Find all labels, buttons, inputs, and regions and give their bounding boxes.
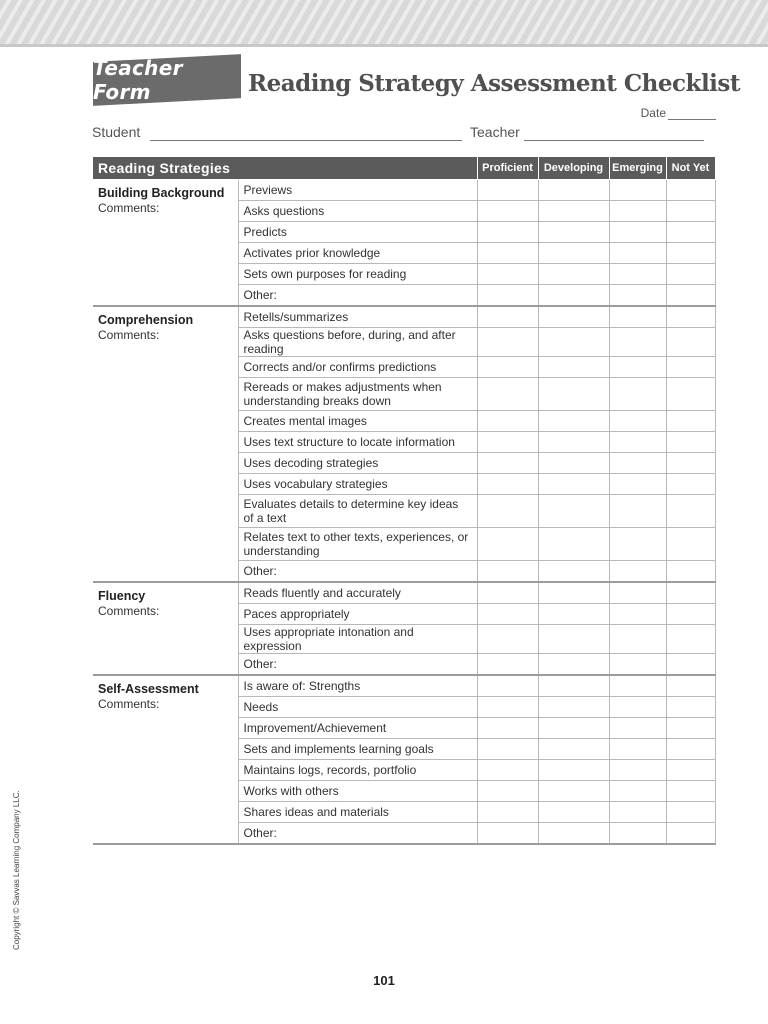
developing-checkbox-cell[interactable] <box>538 474 609 495</box>
developing-checkbox-cell[interactable] <box>538 357 609 378</box>
emerging-header: Emerging <box>609 157 666 180</box>
not-yet-checkbox-cell[interactable] <box>666 718 715 739</box>
not-yet-checkbox-cell[interactable] <box>666 285 715 307</box>
proficient-checkbox-cell[interactable] <box>477 528 538 561</box>
teacher-name-field[interactable] <box>524 140 704 141</box>
developing-checkbox-cell[interactable] <box>538 675 609 697</box>
strategy-item: Shares ideas and materials <box>238 802 477 823</box>
proficient-header: Proficient <box>477 157 538 180</box>
emerging-checkbox-cell[interactable] <box>609 561 666 583</box>
proficient-checkbox-cell[interactable] <box>477 285 538 307</box>
comments-label: Comments: <box>98 328 160 342</box>
strategy-item: Other: <box>238 823 477 845</box>
developing-checkbox-cell[interactable] <box>538 411 609 432</box>
page-title: Reading Strategy Assessment Checklist <box>248 70 740 97</box>
strategy-item: Maintains logs, records, portfolio <box>238 760 477 781</box>
emerging-checkbox-cell[interactable] <box>609 432 666 453</box>
not-yet-checkbox-cell[interactable] <box>666 739 715 760</box>
strategy-item: Evaluates details to determine key ideas of a text <box>238 495 477 528</box>
emerging-checkbox-cell[interactable] <box>609 823 666 845</box>
not-yet-checkbox-cell[interactable] <box>666 625 715 654</box>
emerging-checkbox-cell[interactable] <box>609 718 666 739</box>
proficient-checkbox-cell[interactable] <box>477 760 538 781</box>
not-yet-checkbox-cell[interactable] <box>666 823 715 845</box>
proficient-checkbox-cell[interactable] <box>477 201 538 222</box>
teacher-form-badge-label: Teacher Form <box>93 56 183 104</box>
strategy-item: Sets own purposes for reading <box>238 264 477 285</box>
emerging-checkbox-cell[interactable] <box>609 453 666 474</box>
section-name: Fluency <box>98 589 146 603</box>
developing-checkbox-cell[interactable] <box>538 222 609 243</box>
strategy-item: Asks questions <box>238 201 477 222</box>
proficient-checkbox-cell[interactable] <box>477 357 538 378</box>
emerging-checkbox-cell[interactable] <box>609 378 666 411</box>
emerging-checkbox-cell[interactable] <box>609 802 666 823</box>
strategy-item: Needs <box>238 697 477 718</box>
developing-checkbox-cell[interactable] <box>538 243 609 264</box>
developing-checkbox-cell[interactable] <box>538 432 609 453</box>
emerging-checkbox-cell[interactable] <box>609 582 666 604</box>
table-header-row <box>93 157 715 180</box>
emerging-checkbox-cell[interactable] <box>609 264 666 285</box>
strategy-item: Paces appropriately <box>238 604 477 625</box>
not-yet-checkbox-cell[interactable] <box>666 697 715 718</box>
not-yet-checkbox-cell[interactable] <box>666 357 715 378</box>
table-row <box>93 180 715 201</box>
section-name: Comprehension <box>98 313 194 327</box>
not-yet-checkbox-cell[interactable] <box>666 802 715 823</box>
not-yet-checkbox-cell[interactable] <box>666 222 715 243</box>
emerging-checkbox-cell[interactable] <box>609 760 666 781</box>
emerging-checkbox-cell[interactable] <box>609 625 666 654</box>
not-yet-checkbox-cell[interactable] <box>666 264 715 285</box>
strategy-item: Rereads or makes adjustments when understanding breaks down <box>238 378 477 411</box>
date-label: Date <box>640 106 666 120</box>
strategy-item: Corrects and/or confirms predictions <box>238 357 477 378</box>
emerging-checkbox-cell[interactable] <box>609 180 666 201</box>
emerging-checkbox-cell[interactable] <box>609 604 666 625</box>
emerging-checkbox-cell[interactable] <box>609 739 666 760</box>
student-name-field[interactable] <box>150 140 462 141</box>
section-self-assessment <box>93 675 238 844</box>
emerging-checkbox-cell[interactable] <box>609 654 666 676</box>
copyright-notice: Copyright © Savvas Learning Company LLC. <box>12 790 21 950</box>
proficient-checkbox-cell[interactable] <box>477 180 538 201</box>
developing-checkbox-cell[interactable] <box>538 495 609 528</box>
developing-checkbox-cell[interactable] <box>538 625 609 654</box>
section-name: Building Background <box>98 186 225 200</box>
strategy-item: Relates text to other texts, experiences, or understanding <box>238 528 477 561</box>
not-yet-checkbox-cell[interactable] <box>666 654 715 676</box>
developing-checkbox-cell[interactable] <box>538 180 609 201</box>
assessment-checklist-table <box>93 156 716 845</box>
not-yet-checkbox-cell[interactable] <box>666 582 715 604</box>
developing-checkbox-cell[interactable] <box>538 802 609 823</box>
developing-checkbox-cell[interactable] <box>538 781 609 802</box>
student-label: Student <box>92 124 141 140</box>
emerging-checkbox-cell[interactable] <box>609 675 666 697</box>
name-row <box>92 124 714 144</box>
proficient-checkbox-cell[interactable] <box>477 432 538 453</box>
proficient-checkbox-cell[interactable] <box>477 328 538 357</box>
proficient-checkbox-cell[interactable] <box>477 781 538 802</box>
section-name: Self-Assessment <box>98 682 199 696</box>
section-building-background <box>93 180 238 307</box>
not-yet-checkbox-cell[interactable] <box>666 604 715 625</box>
strategy-item: Activates prior knowledge <box>238 243 477 264</box>
emerging-checkbox-cell[interactable] <box>609 411 666 432</box>
proficient-checkbox-cell[interactable] <box>477 675 538 697</box>
not-yet-checkbox-cell[interactable] <box>666 453 715 474</box>
proficient-checkbox-cell[interactable] <box>477 243 538 264</box>
developing-checkbox-cell[interactable] <box>538 285 609 307</box>
strategy-item: Predicts <box>238 222 477 243</box>
not-yet-checkbox-cell[interactable] <box>666 243 715 264</box>
not-yet-checkbox-cell[interactable] <box>666 474 715 495</box>
strategy-item: Uses decoding strategies <box>238 453 477 474</box>
developing-checkbox-cell[interactable] <box>538 718 609 739</box>
not-yet-checkbox-cell[interactable] <box>666 201 715 222</box>
emerging-checkbox-cell[interactable] <box>609 243 666 264</box>
emerging-checkbox-cell[interactable] <box>609 328 666 357</box>
developing-checkbox-cell[interactable] <box>538 328 609 357</box>
teacher-form-badge <box>93 54 241 106</box>
strategy-item: Other: <box>238 561 477 583</box>
proficient-checkbox-cell[interactable] <box>477 739 538 760</box>
strategy-item: Improvement/Achievement <box>238 718 477 739</box>
strategy-item: Previews <box>238 180 477 201</box>
not-yet-checkbox-cell[interactable] <box>666 675 715 697</box>
checklist-body <box>93 180 715 845</box>
emerging-checkbox-cell[interactable] <box>609 495 666 528</box>
comments-label: Comments: <box>98 604 160 618</box>
developing-checkbox-cell[interactable] <box>538 561 609 583</box>
developing-checkbox-cell[interactable] <box>538 528 609 561</box>
not-yet-checkbox-cell[interactable] <box>666 411 715 432</box>
section-fluency <box>93 582 238 675</box>
proficient-checkbox-cell[interactable] <box>477 453 538 474</box>
proficient-checkbox-cell[interactable] <box>477 654 538 676</box>
not-yet-checkbox-cell[interactable] <box>666 760 715 781</box>
page-number: 101 <box>373 973 395 988</box>
proficient-checkbox-cell[interactable] <box>477 411 538 432</box>
developing-checkbox-cell[interactable] <box>538 201 609 222</box>
proficient-checkbox-cell[interactable] <box>477 823 538 845</box>
emerging-checkbox-cell[interactable] <box>609 528 666 561</box>
not-yet-checkbox-cell[interactable] <box>666 495 715 528</box>
proficient-checkbox-cell[interactable] <box>477 582 538 604</box>
comments-label: Comments: <box>98 697 160 711</box>
proficient-checkbox-cell[interactable] <box>477 604 538 625</box>
date-field[interactable] <box>641 106 716 120</box>
developing-checkbox-cell[interactable] <box>538 378 609 411</box>
not-yet-checkbox-cell[interactable] <box>666 528 715 561</box>
emerging-checkbox-cell[interactable] <box>609 697 666 718</box>
strategy-item: Retells/summarizes <box>238 306 477 328</box>
strategy-item: Uses vocabulary strategies <box>238 474 477 495</box>
emerging-checkbox-cell[interactable] <box>609 781 666 802</box>
strategy-item: Uses appropriate intonation and expression <box>238 625 477 654</box>
not-yet-checkbox-cell[interactable] <box>666 432 715 453</box>
emerging-checkbox-cell[interactable] <box>609 285 666 307</box>
table-row <box>93 582 715 604</box>
date-blank-line[interactable] <box>668 107 716 120</box>
emerging-checkbox-cell[interactable] <box>609 201 666 222</box>
strategy-item: Other: <box>238 654 477 676</box>
strategy-item: Is aware of: Strengths <box>238 675 477 697</box>
strategy-item: Creates mental images <box>238 411 477 432</box>
emerging-checkbox-cell[interactable] <box>609 306 666 328</box>
proficient-checkbox-cell[interactable] <box>477 222 538 243</box>
developing-checkbox-cell[interactable] <box>538 823 609 845</box>
not-yet-checkbox-cell[interactable] <box>666 328 715 357</box>
emerging-checkbox-cell[interactable] <box>609 474 666 495</box>
not-yet-checkbox-cell[interactable] <box>666 306 715 328</box>
proficient-checkbox-cell[interactable] <box>477 625 538 654</box>
not-yet-checkbox-cell[interactable] <box>666 781 715 802</box>
not-yet-checkbox-cell[interactable] <box>666 378 715 411</box>
top-decorative-band <box>0 0 768 47</box>
developing-checkbox-cell[interactable] <box>538 453 609 474</box>
developing-checkbox-cell[interactable] <box>538 697 609 718</box>
proficient-checkbox-cell[interactable] <box>477 306 538 328</box>
emerging-checkbox-cell[interactable] <box>609 357 666 378</box>
not-yet-checkbox-cell[interactable] <box>666 180 715 201</box>
section-comprehension <box>93 306 238 582</box>
developing-checkbox-cell[interactable] <box>538 604 609 625</box>
developing-header: Developing <box>538 157 609 180</box>
strategy-item: Asks questions before, during, and after reading <box>238 328 477 357</box>
developing-checkbox-cell[interactable] <box>538 760 609 781</box>
table-row <box>93 306 715 328</box>
proficient-checkbox-cell[interactable] <box>477 718 538 739</box>
proficient-checkbox-cell[interactable] <box>477 495 538 528</box>
proficient-checkbox-cell[interactable] <box>477 378 538 411</box>
strategy-item: Other: <box>238 285 477 307</box>
developing-checkbox-cell[interactable] <box>538 306 609 328</box>
strategy-item: Sets and implements learning goals <box>238 739 477 760</box>
developing-checkbox-cell[interactable] <box>538 264 609 285</box>
table-row <box>93 675 715 697</box>
proficient-checkbox-cell[interactable] <box>477 697 538 718</box>
proficient-checkbox-cell[interactable] <box>477 264 538 285</box>
proficient-checkbox-cell[interactable] <box>477 561 538 583</box>
not-yet-header: Not Yet <box>666 157 715 180</box>
not-yet-checkbox-cell[interactable] <box>666 561 715 583</box>
strategy-item: Uses text structure to locate information <box>238 432 477 453</box>
emerging-checkbox-cell[interactable] <box>609 222 666 243</box>
proficient-checkbox-cell[interactable] <box>477 474 538 495</box>
developing-checkbox-cell[interactable] <box>538 582 609 604</box>
proficient-checkbox-cell[interactable] <box>477 802 538 823</box>
strategy-item: Works with others <box>238 781 477 802</box>
developing-checkbox-cell[interactable] <box>538 739 609 760</box>
comments-label: Comments: <box>98 201 160 215</box>
teacher-label: Teacher <box>470 124 520 140</box>
developing-checkbox-cell[interactable] <box>538 654 609 676</box>
strategy-item: Reads fluently and accurately <box>238 582 477 604</box>
reading-strategies-header: Reading Strategies <box>93 157 477 180</box>
